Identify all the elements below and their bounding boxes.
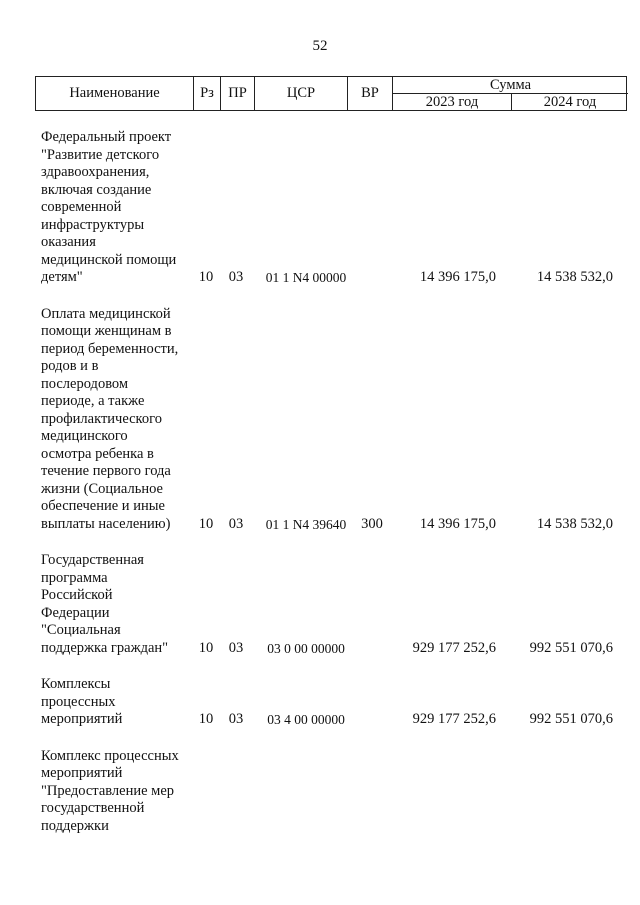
- row-rz: 10: [198, 639, 214, 656]
- row-name: Комплексы процессных мероприятий: [41, 676, 123, 727]
- row-pr: 03: [228, 269, 244, 285]
- row-csr: 01 1 N4 00000: [265, 270, 347, 285]
- page-number: 52: [312, 38, 328, 54]
- table-row: [41, 748, 627, 836]
- row-rz: 10: [198, 711, 214, 727]
- row-csr: 03 0 00 00000: [267, 640, 345, 656]
- header-name: Наименование: [69, 85, 160, 101]
- header-year-2024: 2024 год: [543, 94, 597, 110]
- row-name: Комплекс процессных мероприятий "Предоставление мер государственной поддержки: [41, 747, 179, 834]
- table-header: [35, 76, 627, 111]
- row-sum-2023: 929 177 252,6: [412, 639, 496, 656]
- row-sum-2023: 14 396 175,0: [419, 269, 496, 285]
- row-pr: 03: [228, 711, 244, 727]
- header-pr: ПР: [228, 85, 247, 101]
- header-csr: ЦСР: [286, 85, 316, 101]
- row-sum-2024: 992 551 070,6: [529, 639, 613, 656]
- row-name: Федеральный проект "Развитие детского здравоохранения, включая создание современной инфраструктуры оказания медицинской помощи детям": [41, 129, 177, 285]
- row-sum-2023: 14 396 175,0: [419, 515, 496, 532]
- row-pr: 03: [228, 639, 244, 656]
- row-name: Оплата медицинской помощи женщинам в период беременности, родов и в послеродовом периоде, а также профилактического медицинского осмотра ребенка в течение первого года жизни (Социальное обеспечение и иные выплаты населению): [41, 305, 179, 532]
- header-sum: Сумма: [489, 77, 532, 93]
- table-body: [41, 129, 627, 854]
- row-vr: 300: [361, 515, 383, 532]
- header-year-2023: 2023 год: [425, 94, 479, 110]
- header-vr: ВР: [361, 85, 379, 101]
- row-sum-2024: 992 551 070,6: [529, 711, 613, 727]
- table-row: [41, 552, 627, 657]
- row-csr: 01 1 N4 39640: [265, 516, 347, 532]
- header-rz: Рз: [200, 85, 214, 101]
- row-sum-2024: 14 538 532,0: [536, 515, 613, 532]
- row-name: Государственная программа Российской Федерации "Социальная поддержка граждан": [41, 552, 169, 656]
- row-csr: 03 4 00 00000: [267, 712, 345, 727]
- row-sum-2024: 14 538 532,0: [536, 269, 613, 285]
- row-pr: 03: [228, 515, 244, 532]
- row-sum-2023: 929 177 252,6: [412, 711, 496, 727]
- row-rz: 10: [198, 515, 214, 532]
- table-row: [41, 676, 627, 729]
- table-row: [41, 129, 627, 287]
- row-rz: 10: [198, 269, 214, 285]
- table-row: [41, 306, 627, 534]
